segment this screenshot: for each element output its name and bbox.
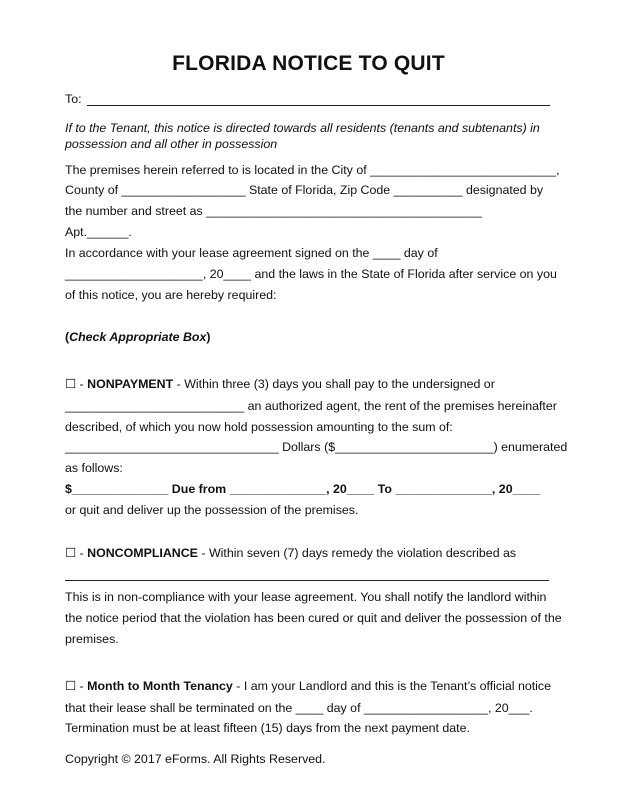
nonpayment-line-3: described, of which you now hold possession amounting to the sum of: — [65, 420, 453, 434]
copyright-footer: Copyright © 2017 eForms. All Rights Reserved. — [65, 752, 326, 766]
noncompliance-option — [65, 546, 516, 561]
nonpayment-line-5: as follows: — [65, 461, 123, 475]
noncompliance-checkbox[interactable]: ☐ — [65, 546, 77, 560]
month-to-month-line-1: - I am your Landlord and this is the Tenant’s official notice — [232, 679, 552, 693]
nonpayment-line-4: _______________________________ Dollars ($_______________________) enumerated — [65, 440, 568, 454]
month-to-month-checkbox[interactable]: ☐ — [65, 679, 77, 693]
premises-line-2: County of __________________ State of Florida, Zip Code __________ designated by — [65, 183, 544, 197]
noncompliance-dash: - — [76, 546, 88, 560]
check-instruction — [65, 330, 211, 345]
noncompliance-violation-line — [65, 580, 549, 581]
check-instruction-open: ( — [65, 330, 70, 344]
premises-line-3: the number and street as ________________________________________ — [65, 204, 482, 218]
premises-line-7: of this notice, you are hereby required: — [65, 288, 277, 302]
month-to-month-line-2: that their lease shall be terminated on the ____ day of __________________, 20___. — [65, 701, 533, 715]
month-to-month-option — [65, 679, 551, 694]
premises-line-4: Apt.______. — [65, 225, 132, 239]
to-line — [87, 105, 550, 106]
nonpayment-option — [65, 377, 495, 392]
nonpayment-line-1: - Within three (3) days you shall pay to the undersigned or — [173, 377, 495, 391]
nonpayment-heading: NONPAYMENT — [87, 377, 174, 391]
month-to-month-line-3: Termination must be at least fifteen (15) days from the next payment date. — [65, 721, 470, 735]
check-instruction-text: Check Appropriate Box — [69, 330, 207, 344]
intro-note-line-2: possession and all other in possession — [65, 137, 278, 151]
noncompliance-line-1: - Within seven (7) days remedy the violation described as — [197, 546, 517, 560]
premises-line-6: ____________________, 20____ and the laws in the State of Florida after service on you — [65, 267, 557, 281]
noncompliance-heading: NONCOMPLIANCE — [87, 546, 198, 560]
check-instruction-close: ) — [206, 330, 211, 344]
noncompliance-line-4: the notice period that the violation has been cured or quit and deliver the possession of the — [65, 611, 562, 625]
noncompliance-line-5: premises. — [65, 632, 119, 646]
nonpayment-line-7: or quit and deliver up the possession of the premises. — [65, 503, 359, 517]
nonpayment-line-6: $______________ Due from ______________, 20____ To ______________, 20____ — [65, 482, 541, 496]
intro-note-line-1: If to the Tenant, this notice is directed towards all residents (tenants and subtenants) in — [65, 121, 540, 135]
page-title: FLORIDA NOTICE TO QUIT — [172, 52, 445, 75]
month-to-month-heading: Month to Month Tenancy — [87, 679, 233, 693]
premises-line-1: The premises herein referred to is located in the City of ___________________________, — [65, 163, 560, 177]
to-label: To: — [65, 92, 82, 106]
month-to-month-dash: - — [76, 679, 88, 693]
noncompliance-line-3: This is in non-compliance with your lease agreement. You shall notify the landlord within — [65, 590, 547, 604]
nonpayment-dash: - — [76, 377, 88, 391]
nonpayment-checkbox[interactable]: ☐ — [65, 377, 77, 391]
premises-line-5: In accordance with your lease agreement signed on the ____ day of — [65, 246, 438, 260]
nonpayment-line-2: __________________________ an authorized agent, the rent of the premises hereinafter — [65, 399, 557, 413]
